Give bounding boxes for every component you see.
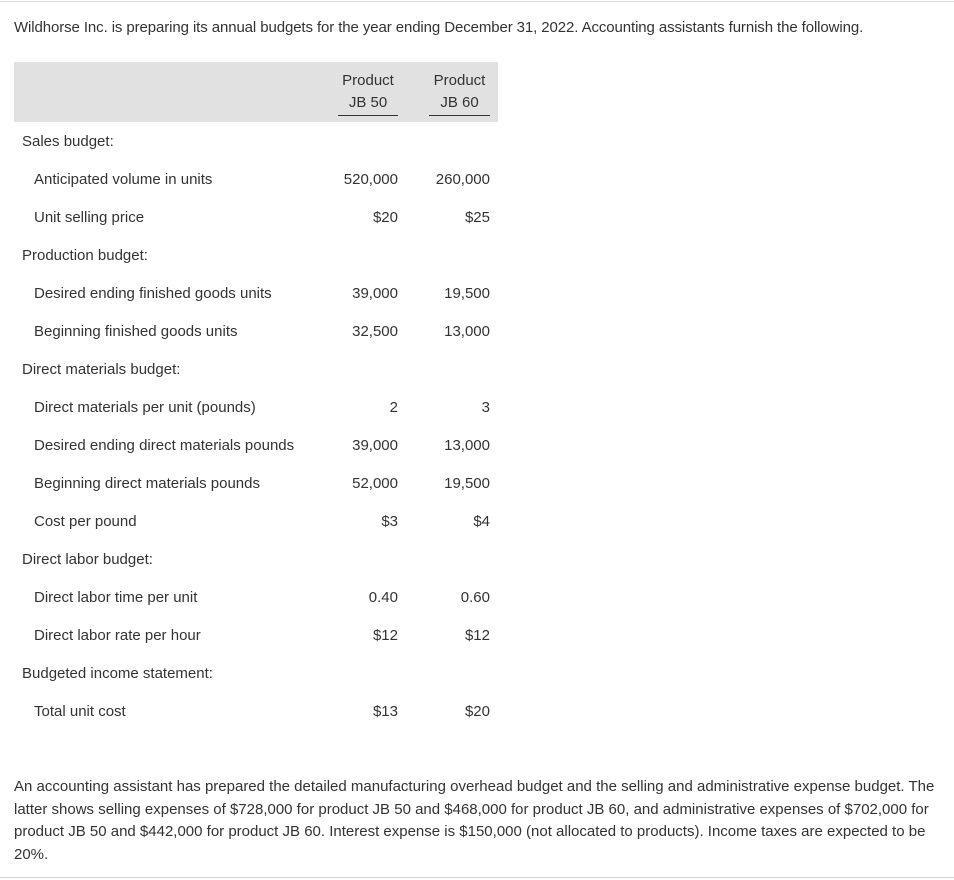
value-jb60: $20 [464, 703, 490, 720]
value-jb50: $12 [372, 627, 398, 644]
value-jb50: 39,000 [352, 285, 398, 302]
row-label: Beginning finished goods units [34, 323, 238, 340]
value-jb60: $12 [464, 627, 490, 644]
table-row [0, 700, 954, 724]
table-row [0, 510, 954, 534]
column-header-jb60 [429, 70, 490, 116]
row-label: Cost per pound [34, 513, 137, 530]
column-header-jb60-line1: Product [433, 72, 486, 89]
section-heading-row [0, 548, 954, 572]
value-jb50: $3 [381, 513, 398, 530]
value-jb60: 19,500 [444, 285, 490, 302]
row-label: Desired ending direct materials pounds [34, 437, 295, 454]
value-jb60: 260,000 [435, 171, 490, 188]
column-header-jb50-line2: JB 50 [348, 94, 388, 111]
table-header-band [14, 62, 498, 122]
section-heading: Direct labor budget: [22, 551, 153, 568]
value-jb60: 19,500 [444, 475, 490, 492]
section-heading: Production budget: [22, 247, 148, 264]
top-divider [0, 1, 954, 2]
column-header-jb50-line1: Product [342, 72, 394, 89]
value-jb50: $20 [372, 209, 398, 226]
table-row [0, 320, 954, 344]
section-heading-row [0, 358, 954, 382]
value-jb60: 13,000 [444, 323, 490, 340]
table-row [0, 434, 954, 458]
table-row [0, 624, 954, 648]
table-row [0, 472, 954, 496]
row-label: Direct labor time per unit [34, 589, 198, 606]
section-heading-row [0, 130, 954, 154]
row-label: Direct materials per unit (pounds) [34, 399, 256, 416]
row-label: Anticipated volume in units [34, 171, 213, 188]
intro-text: Wildhorse Inc. is preparing its annual budgets for the year ending December 31, 2022. Accounting assistants furnish the following. [14, 19, 864, 36]
value-jb50: $13 [372, 703, 398, 720]
row-label: Direct labor rate per hour [34, 627, 201, 644]
row-label: Desired ending finished goods units [34, 285, 272, 302]
value-jb60: 3 [481, 399, 490, 416]
value-jb60: 0.60 [460, 589, 490, 606]
value-jb50: 2 [389, 399, 398, 416]
table-row [0, 168, 954, 192]
closing-paragraph: An accounting assistant has prepared the detailed manufacturing overhead budget and the selling and administrative expense budget. The latter shows selling expenses of $728,000 for product JB 50 and $468,000 for product JB 60, and administrative expenses of $702,000 for product JB 50 and $442,000 for product JB 60. Interest expense is $150,000 (not allocated to products). Income taxes are expected to be 20%. [14, 778, 935, 863]
value-jb50: 520,000 [343, 171, 398, 188]
value-jb60: 13,000 [444, 437, 490, 454]
value-jb50: 52,000 [352, 475, 398, 492]
row-label: Beginning direct materials pounds [34, 475, 260, 492]
table-row [0, 282, 954, 306]
column-header-jb50 [338, 70, 398, 116]
section-heading-row [0, 244, 954, 268]
section-heading-row [0, 662, 954, 686]
column-header-jb60-line2: JB 60 [440, 94, 479, 111]
section-heading: Budgeted income statement: [22, 665, 213, 682]
section-heading: Direct materials budget: [22, 361, 181, 378]
table-row [0, 396, 954, 420]
table-row [0, 206, 954, 230]
value-jb50: 39,000 [352, 437, 398, 454]
bottom-divider [0, 877, 954, 878]
value-jb50: 0.40 [368, 589, 398, 606]
value-jb50: 32,500 [352, 323, 398, 340]
section-heading: Sales budget: [22, 133, 114, 150]
table-row [0, 586, 954, 610]
value-jb60: $25 [464, 209, 490, 226]
row-label: Total unit cost [34, 703, 126, 720]
row-label: Unit selling price [34, 209, 145, 226]
value-jb60: $4 [473, 513, 490, 530]
